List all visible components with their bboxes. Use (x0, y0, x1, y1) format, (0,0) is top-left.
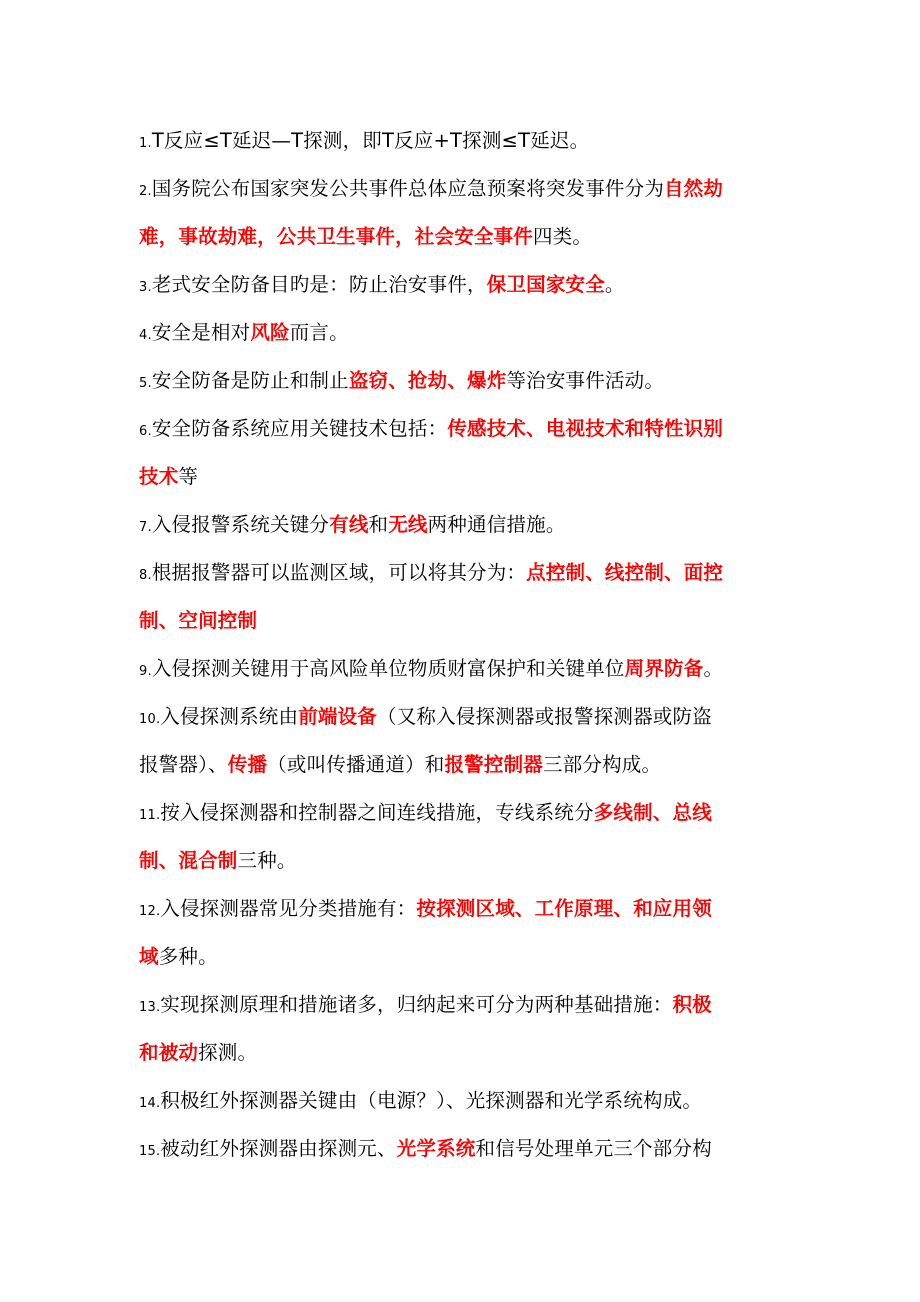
item-number: 14. (139, 1096, 161, 1111)
highlighted-answer: 点控制、线控制、面控 (526, 561, 724, 584)
highlighted-answer: 光学系统 (396, 1137, 476, 1160)
document-line (139, 1127, 789, 1175)
highlighted-answer: 报警控制器 (444, 753, 543, 776)
line-text: 三部分构成。 (543, 753, 662, 776)
highlighted-answer: 域 (139, 945, 159, 968)
document-line (139, 1031, 789, 1079)
document-line (139, 839, 789, 887)
document-line (139, 359, 789, 407)
line-text: 实现探测原理和措施诸多，归纳起来可分为两种基础措施： (160, 993, 673, 1016)
document-line (139, 1079, 789, 1127)
line-text: 探测。 (198, 1041, 258, 1064)
highlighted-answer: 风险 (250, 321, 290, 344)
document-line (139, 503, 789, 551)
line-text: 老式安全防备目旳是：防止治安事件， (151, 273, 487, 296)
line-text: 积极红外探测器关键由（电源？）、光探测器和光学系统构成。 (160, 1089, 703, 1112)
line-text: （又称入侵探测器或报警探测器或防盗 (377, 705, 712, 728)
highlighted-answer: 难，事故劫难，公共卫生事件，社会安全事件 (139, 225, 534, 248)
line-text: 而言。 (289, 321, 349, 344)
highlighted-answer: 自然劫 (664, 177, 724, 200)
line-text: 多种。 (158, 945, 218, 968)
document-line (139, 551, 789, 599)
document-line (139, 791, 789, 839)
line-text: 三种。 (237, 849, 297, 872)
item-number: 2. (139, 184, 152, 199)
highlighted-answer: 积极 (672, 993, 712, 1016)
document-line (139, 311, 789, 359)
highlighted-answer: 前端设备 (298, 705, 377, 728)
line-text: 和 (368, 513, 389, 536)
document-line (139, 263, 789, 311)
highlighted-answer: 周界防备 (624, 657, 704, 680)
highlighted-answer: 和被动 (139, 1041, 199, 1064)
line-text: 等 (178, 465, 199, 488)
item-number: 11. (139, 808, 161, 823)
highlighted-answer: 传感技术、电视技术和特性识别 (447, 417, 724, 440)
document-line (139, 119, 789, 167)
line-text: 和信号处理单元三个部分构 (475, 1137, 712, 1160)
item-number: 3. (139, 280, 152, 295)
highlighted-answer: 制、混合制 (139, 849, 238, 872)
item-number: 9. (139, 664, 152, 679)
document-line (139, 887, 789, 935)
document-line (139, 455, 789, 503)
line-text: 入侵报警系统关键分 (151, 513, 330, 536)
highlighted-answer: 保卫国家安全 (486, 273, 605, 296)
document-line (139, 215, 789, 263)
item-number: 6. (139, 424, 152, 439)
line-text: 安全防备系统应用关键技术包括： (151, 417, 448, 440)
document-line (139, 167, 789, 215)
line-text: 安全是相对 (151, 321, 251, 344)
item-number: 4. (139, 328, 152, 343)
line-text: 等治安事件活动。 (506, 369, 665, 392)
highlighted-answer: 盗窃、抢劫、爆炸 (348, 369, 507, 392)
line-text: 报警器）、 (139, 753, 228, 776)
item-number: 12. (139, 904, 161, 919)
line-text: 被动红外探测器由探测元、 (160, 1137, 397, 1160)
item-number: 10. (139, 712, 161, 727)
document-line (139, 695, 789, 743)
document-line (139, 407, 789, 455)
line-text: 按入侵探测器和控制器之间连线措施，专线系统分 (160, 801, 594, 824)
line-text: 入侵探测关键用于高风险单位物质财富保护和关键单位 (151, 657, 625, 680)
line-text: 国务院公布国家突发公共事件总体应急预案将突发事件分为 (151, 177, 665, 200)
highlighted-answer: 有线 (329, 513, 369, 536)
line-text: 两种通信措施。 (427, 513, 566, 536)
line-text: （或叫传播通道）和 (267, 753, 445, 776)
item-number: 1. (139, 136, 152, 151)
line-text: 入侵探测器常见分类措施有： (160, 897, 417, 920)
item-number: 13. (139, 1000, 161, 1015)
line-text: 。 (604, 273, 625, 296)
highlighted-answer: 无线 (388, 513, 428, 536)
document-line (139, 599, 789, 647)
document-line (139, 983, 789, 1031)
line-text: T反应≤T延迟—T探测，即T反应+T探测≤T延迟。 (151, 129, 590, 152)
item-number: 15. (139, 1144, 161, 1159)
highlighted-answer: 制、空间控制 (139, 609, 258, 632)
highlighted-answer: 多线制、总线 (593, 801, 712, 824)
document-line (139, 935, 789, 983)
highlighted-answer: 按探测区域、工作原理、和应用领 (416, 897, 712, 920)
line-text: 四类。 (533, 225, 593, 248)
highlighted-answer: 技术 (139, 465, 179, 488)
item-number: 7. (139, 520, 152, 535)
item-number: 5. (139, 376, 152, 391)
highlighted-answer: 传播 (227, 753, 268, 776)
document-line (139, 743, 789, 791)
item-number: 8. (139, 568, 152, 583)
document-page (139, 119, 789, 1175)
document-line (139, 647, 789, 695)
line-text: 根据报警器可以监测区域，可以将其分为： (151, 561, 527, 584)
line-text: 入侵探测系统由 (160, 705, 299, 728)
line-text: 。 (703, 657, 724, 680)
line-text: 安全防备是防止和制止 (151, 369, 349, 392)
